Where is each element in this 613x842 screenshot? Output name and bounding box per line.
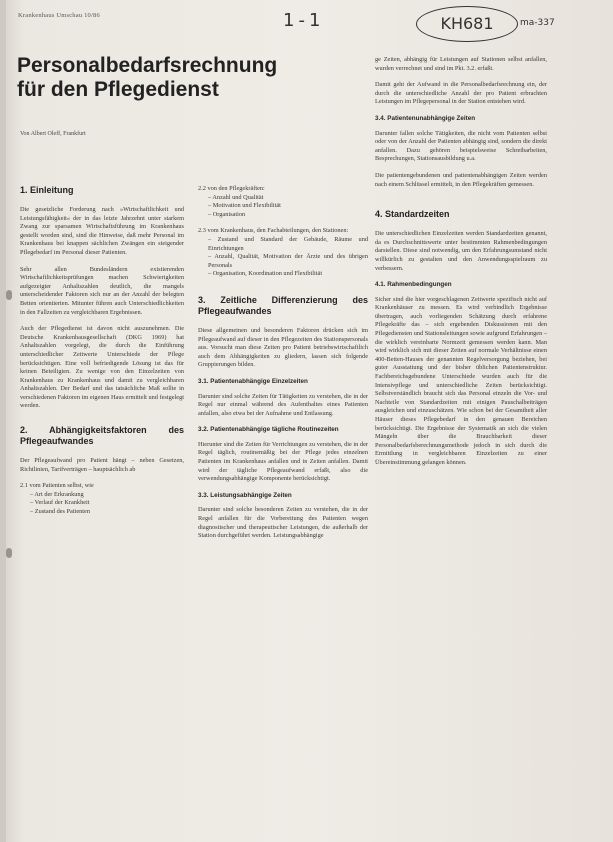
list-item: – Motivation und Flexibilität xyxy=(208,202,281,210)
page-spine xyxy=(0,0,6,842)
paragraph: Sicher sind die hier vorgeschlagenen Zeitwerte spezifisch nicht auf Krankenhäuser zu messen. Es wird verbindlich Ergebnisse übertragen, auch vorliegenden Schätzung durch erfahrene Pflegekräfte das – sich ergebenden Diskussionen mit den Pflegediensten und Stationsleitungen sowie aufgrund Erfahrungen – die wirklich vereinbarte Normzeit gemessen werden kann. Man wird wirklich sich mit dieser Zeiten auf normale Verhältnisse einen 400-Betten-Hauses der genannten Regelversorgung beziehen, bei guter Ausstattung und der bisher üblichen Patientenstruktur. Fachbereichsgebundene Unterschiede wurden auch für die Intensivpflege und unterschiedliche Zeiten berücksichtigt. Selbstverständlich braucht sich das Personal einzeln die Vor- und Nachteile von Standardzeiten mit einigen Pauschalbeiträgen ausgleichen und einzuschätzen. Wie schon bei der Gesamtheit aller Häuser dieses Pflegebedarf in den genauen Bereichen berücksichtigt. Die Ergebnisse der Systematik an sich die vielen Mängeln über die Brauchbarkeit dieser Personalbedarfsberechnungsmethode jedoch in sich durch die Ermittlung in vergleichbaren Einzelzeiten zu einer Übereinstimmung gelangen können. xyxy=(375,295,547,466)
handwritten-number: 1-1 xyxy=(283,10,325,31)
factor-list xyxy=(198,194,368,220)
punch-hole xyxy=(6,290,12,300)
list-intro: 2.3 vom Krankenhaus, den Fachabteilungen, den Stationen: xyxy=(198,227,349,235)
list-item: – Anzahl und Qualität xyxy=(208,193,264,201)
paragraph: Darunter sind solche besonderen Zeiten zu verstehen, die in der Regel anfallen für die Vorbereitung des Patienten wegen diagnostischer und therapeutischer Leistungen, die außerhalb der Station durchgeführt werden. Leistungsabhängige xyxy=(198,506,368,540)
title-line-2: für den Pflegedienst xyxy=(17,78,219,101)
paragraph: Darunter sind solche Zeiten für Tätigkeiten zu verstehen, die in der Regel nur einmal während des Aufenthaltes eines Patienten anfallen, also etwa bei der Aufnahme und Entlassung. xyxy=(198,392,368,417)
list-item: – Organisation, Koordination und Flexibilität xyxy=(208,270,323,278)
handwritten-circled-code: KH681 xyxy=(416,6,518,42)
list-item: – Anzahl, Qualität, Motivation der Ärzte und des übrigen Personals xyxy=(208,253,368,269)
subsection-heading: 3.2. Patientenabhängige tägliche Routinezeiten xyxy=(198,426,339,434)
handwritten-annotation: ma-337 xyxy=(520,18,555,28)
paragraph: Der Pflegeaufwand pro Patient hängt – neben Gesetzen, Richtlinien, Tarifverträgen – hauptsächlich ab xyxy=(20,457,184,473)
list-item: – Zustand des Patienten xyxy=(30,508,90,516)
paragraph: Die unterschiedlichen Einzelzeiten werden Standardzeiten genannt, da es Durchschnittswerte unter bestimmten Rahmenbedingungen darstellen. Diese sind notwendig, um den Erfahrungsumstand nicht willkürlich zu gestalten und den Anwendungsspielraum zu verbessern. xyxy=(375,230,547,272)
factor-list xyxy=(198,236,368,279)
list-item: – Verlauf der Krankheit xyxy=(30,499,90,507)
paragraph: Die gesetzliche Forderung nach »Wirtschaftlichkeit und Leistungsfähigkeit« der in das letzte Jahrzehnt unter starkem Zwang zur sparsamen Wirtschaftsführung im Krankenhaus gestellt worden sind, sind die Hinweise, daß mehr Personal im Krankenhaus bei knappen sächlichen Zwängen ein steigender Pflegebedarf im Personal dieser Patienten. xyxy=(20,206,184,256)
column-3 xyxy=(375,56,547,476)
paragraph: Auch der Pflegedienst ist davon nicht auszunehmen. Die Deutsche Krankenhausgesellschaft (DKG 1969) hat Anhaltszahlen vorgelegt, die durch die Einführung unterschiedlicher Zeitwerte Unterschiede der Pflege berücksichtigen. Eine voll befriedigende Lösung ist das für keinen Beteiligten. Zu wenige von den Einzelzeiten von Krankenhaus zu Krankenhaus und damit zu vergleichbaren Anhaltszahlen. Der Bedarf und das tatsächliche Maß sollte in verschiedenen Faktoren im eigenen Haus ermittelt und festgelegt werden. xyxy=(20,325,184,410)
paragraph: Sehr allen Bundesländern existierenden Wirtschaftlichkeitsprüfungen machen Schwierigkeiten aufgezeigter Anhaltszahlen deutlich, die mangels unterscheidender Faktoren sich nur an der Anzahl der belegten Betten orientierten. Mitunter führen auch Unterschiedlichkeiten in den Fallzeiten zu vergleichbaren Ergebnissen. xyxy=(20,265,184,316)
section-heading: 1. Einleitung xyxy=(20,185,74,195)
list-item: – Zustand und Standard der Gebäude, Räume und Einrichtungen xyxy=(208,235,368,252)
author-line: Von Albert Oleff, Frankfurt xyxy=(20,131,86,137)
paragraph: Damit geht der Aufwand in die Personalbedarfsrechnung ein, der durch die unterschiedliche Anzahl der pro Patient erbrachten Leistungen im Pflegepersonal in der Station entstehen wird. xyxy=(375,81,547,106)
title-line-1: Personalbedarfsrechnung xyxy=(17,54,278,77)
paragraph: Die patientengebundenen und patientenabhängigen Zeiten werden nach einem Schlüssel ermittelt, in den Pflegekräften gemessen. xyxy=(375,171,547,188)
paragraph: Diese allgemeinen und besonderen Faktoren drücken sich im Pflegeaufwand auf dieser in den Pflegezeiten des Stationspersonals aus. Vorsucht man diese Zeiten pro Patient betriebswirtschaftlich auch dem Abhängigkeiten zu gliedern, lassen sich folgende Gruppierungen bilden. xyxy=(198,326,368,369)
section-heading: 3. Zeitliche Differenzierung des Pflegeaufwandes xyxy=(198,294,368,316)
list-item: – Organisation xyxy=(208,210,246,218)
list-intro: 2.2 von den Pflegekräften: xyxy=(198,185,265,192)
column-2 xyxy=(198,185,368,549)
section-heading: 4. Standardzeiten xyxy=(375,209,450,220)
list-intro: 2.1 vom Patienten selbst, wie xyxy=(20,482,94,490)
journal-header: Krankenhaus Umschau 10/86 xyxy=(18,12,100,19)
article-title xyxy=(17,54,277,102)
paragraph: Hierunter sind die Zeiten für Verrichtungen zu verstehen, die in der Regel täglich, routinemäßig bei der Pflege jedes einzelnen Patienten im Krankenhaus anfallen und in Zeiten anfallen. Damit wird der tägliche Pflegeaufwand erfaßt, also die verwendungsabhängige Komponente berücksichtigt. xyxy=(198,440,368,483)
list-item: – Art der Erkrankung xyxy=(30,490,84,498)
subsection-heading: 3.1. Patientenabhängige Einzelzeiten xyxy=(198,377,308,385)
section-heading: 2. Abhängigkeitsfaktoren des Pflegeaufwandes xyxy=(20,425,184,447)
paragraph: Darunter fallen solche Tätigkeiten, die nicht vom Patienten selbst oder von der Anzahl der Patienten abhängig sind, sondern die direkt anfallen. Dazu gehören beispielsweise Schreibarbeiten, Besprechungen, Stationsausbildung u.a. xyxy=(375,129,547,163)
punch-hole xyxy=(6,548,12,558)
paragraph: ge Zeiten, abhängig für Leistungen auf Stationen selbst anfallen, wurden verrechnet und sind im Pkt. 3.2. erfaßt. xyxy=(375,56,547,72)
factor-list xyxy=(20,491,184,517)
subsection-heading: 3.3. Leistungsabhängige Zeiten xyxy=(198,491,292,499)
subsection-heading: 4.1. Rahmenbedingungen xyxy=(375,281,452,289)
subsection-heading: 3.4. Patientenunabhängige Zeiten xyxy=(375,114,476,122)
column-1 xyxy=(20,185,184,525)
